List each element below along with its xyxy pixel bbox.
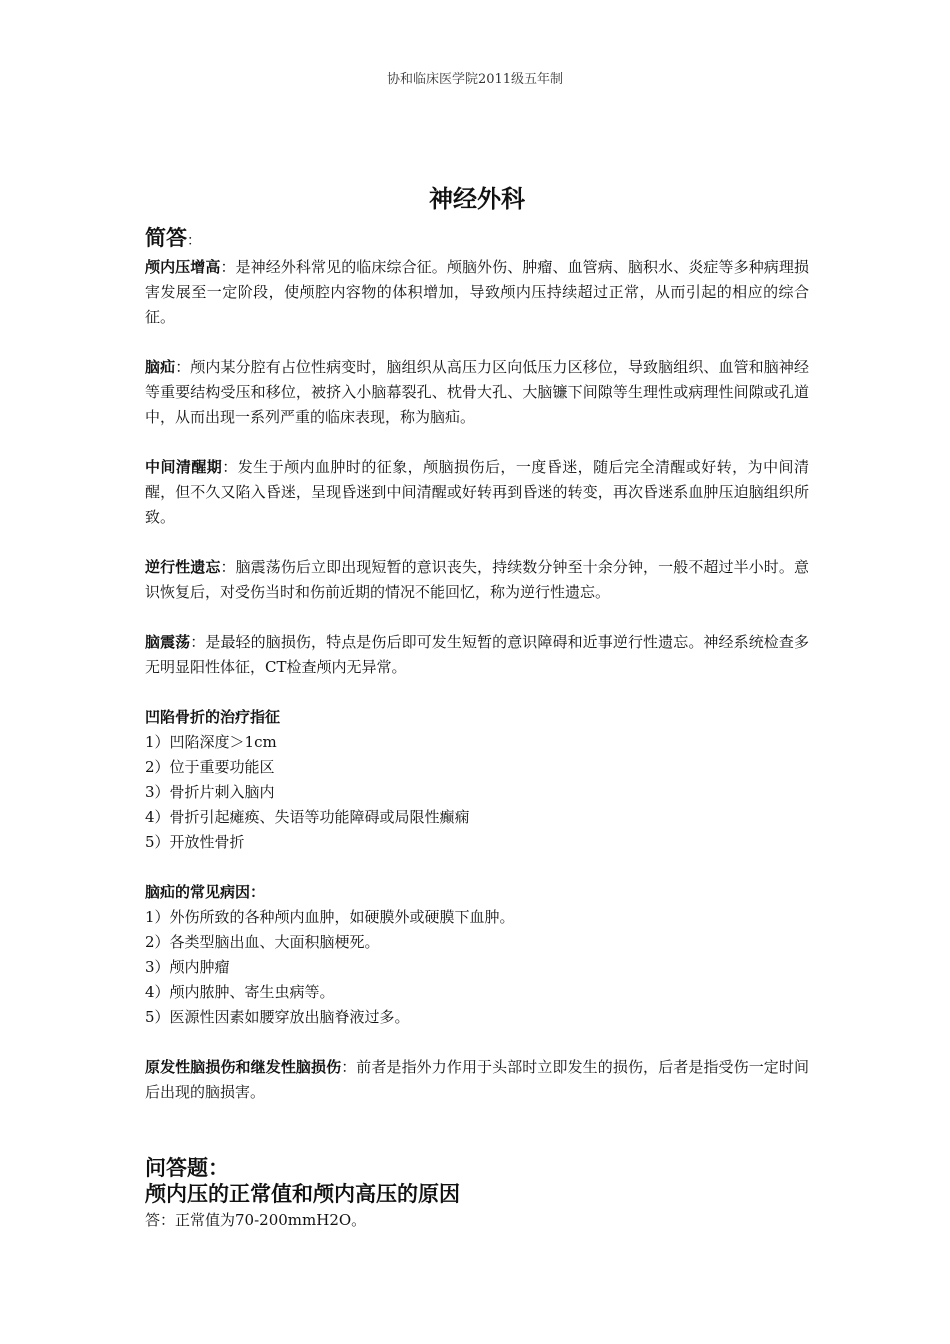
definition-term: 脑疝 — [145, 358, 176, 376]
definition-sep: ： — [220, 258, 236, 276]
list-title: 凹陷骨折的治疗指征 — [145, 708, 281, 726]
document-body — [145, 180, 809, 1233]
short-answer-heading-colon: ： — [187, 233, 201, 249]
definition-term: 中间清醒期 — [145, 458, 223, 476]
definition-text: 是神经外科常见的临床综合征。颅脑外伤、肿瘤、血管病、脑积水、炎症等多种病理损害发展至一定阶段，使颅腔内容物的体积增加，导致颅内压持续超过正常，从而引起的相应的综合征。 — [145, 258, 809, 326]
qa-heading: 问答题： — [145, 1155, 229, 1180]
list-item: 4）颅内脓肿、寄生虫病等。 — [145, 983, 335, 1001]
list-item: 3）骨折片刺入脑内 — [145, 783, 275, 801]
short-answer-heading-text: 简答 — [145, 225, 187, 250]
definition-text: 颅内某分腔有占位性病变时，脑组织从高压力区向低压力区移位，导致脑组织、血管和脑神经等重要结构受压和移位，被挤入小脑幕裂孔、枕骨大孔、大脑镰下间隙等生理性或病理性间隙或孔道中，从而出现一系列严重的临床表现，称为脑疝。 — [145, 358, 809, 426]
definition-sep: ： — [222, 458, 238, 476]
list-herniation-causes — [145, 880, 809, 1030]
definition-term: 颅内压增高 — [145, 258, 221, 276]
definition-sep: ： — [175, 358, 191, 376]
list-item: 2）位于重要功能区 — [145, 758, 275, 776]
definition-text: 是最轻的脑损伤，特点是伤后即可发生短暂的意识障碍和近事逆行性遗忘。神经系统检查多无明显阳性体征，CT检查颅内无异常。 — [145, 633, 809, 676]
definition-concussion — [145, 630, 809, 680]
definition-term: 脑震荡 — [145, 633, 191, 651]
definition-intracranial-hypertension — [145, 255, 809, 330]
definition-primary-secondary-injury — [145, 1055, 809, 1105]
definition-text: 前者是指外力作用于头部时立即发生的损伤，后者是指受伤一定时间后出现的脑损害。 — [145, 1058, 809, 1101]
list-item: 4）骨折引起瘫痪、失语等功能障碍或局限性癫痫 — [145, 808, 470, 826]
definition-term: 原发性脑损伤和继发性脑损伤 — [145, 1058, 342, 1076]
definition-brain-herniation — [145, 355, 809, 430]
list-title: 脑疝的常见病因： — [145, 883, 266, 901]
definition-text: 发生于颅内血肿时的征象，颅脑损伤后，一度昏迷，随后完全清醒或好转，为中间清醒，但不久又陷入昏迷，呈现昏迷到中间清醒或好转再到昏迷的转变，再次昏迷系血肿压迫脑组织所致。 — [145, 458, 809, 526]
qa-answer: 答：正常值为70-200mmH2O。 — [145, 1211, 367, 1229]
list-item: 3）颅内肿瘤 — [145, 958, 230, 976]
qa-question: 颅内压的正常值和颅内高压的原因 — [145, 1181, 460, 1206]
definition-lucid-interval — [145, 455, 809, 530]
definition-sep: ： — [220, 558, 236, 576]
definition-sep: ： — [341, 1058, 357, 1076]
definition-term: 逆行性遗忘 — [145, 558, 221, 576]
definition-text: 脑震荡伤后立即出现短暂的意识丧失，持续数分钟至十余分钟，一般不超过半小时。意识恢复后，对受伤当时和伤前近期的情况不能回忆，称为逆行性遗忘。 — [145, 558, 809, 601]
definition-retrograde-amnesia — [145, 555, 809, 605]
list-item: 1）凹陷深度＞1cm — [145, 733, 277, 751]
definition-sep: ： — [190, 633, 206, 651]
document-title: 神经外科 — [429, 184, 525, 213]
list-item: 5）医源性因素如腰穿放出脑脊液过多。 — [145, 1008, 410, 1026]
list-item: 2）各类型脑出血、大面积脑梗死。 — [145, 933, 380, 951]
list-item: 5）开放性骨折 — [145, 833, 245, 851]
list-depressed-fracture-indications — [145, 705, 809, 855]
list-item: 1）外伤所致的各种颅内血肿，如硬膜外或硬膜下血肿。 — [145, 908, 515, 926]
page-header: 协和临床医学院2011级五年制 — [386, 72, 564, 87]
short-answer-heading — [145, 224, 809, 255]
